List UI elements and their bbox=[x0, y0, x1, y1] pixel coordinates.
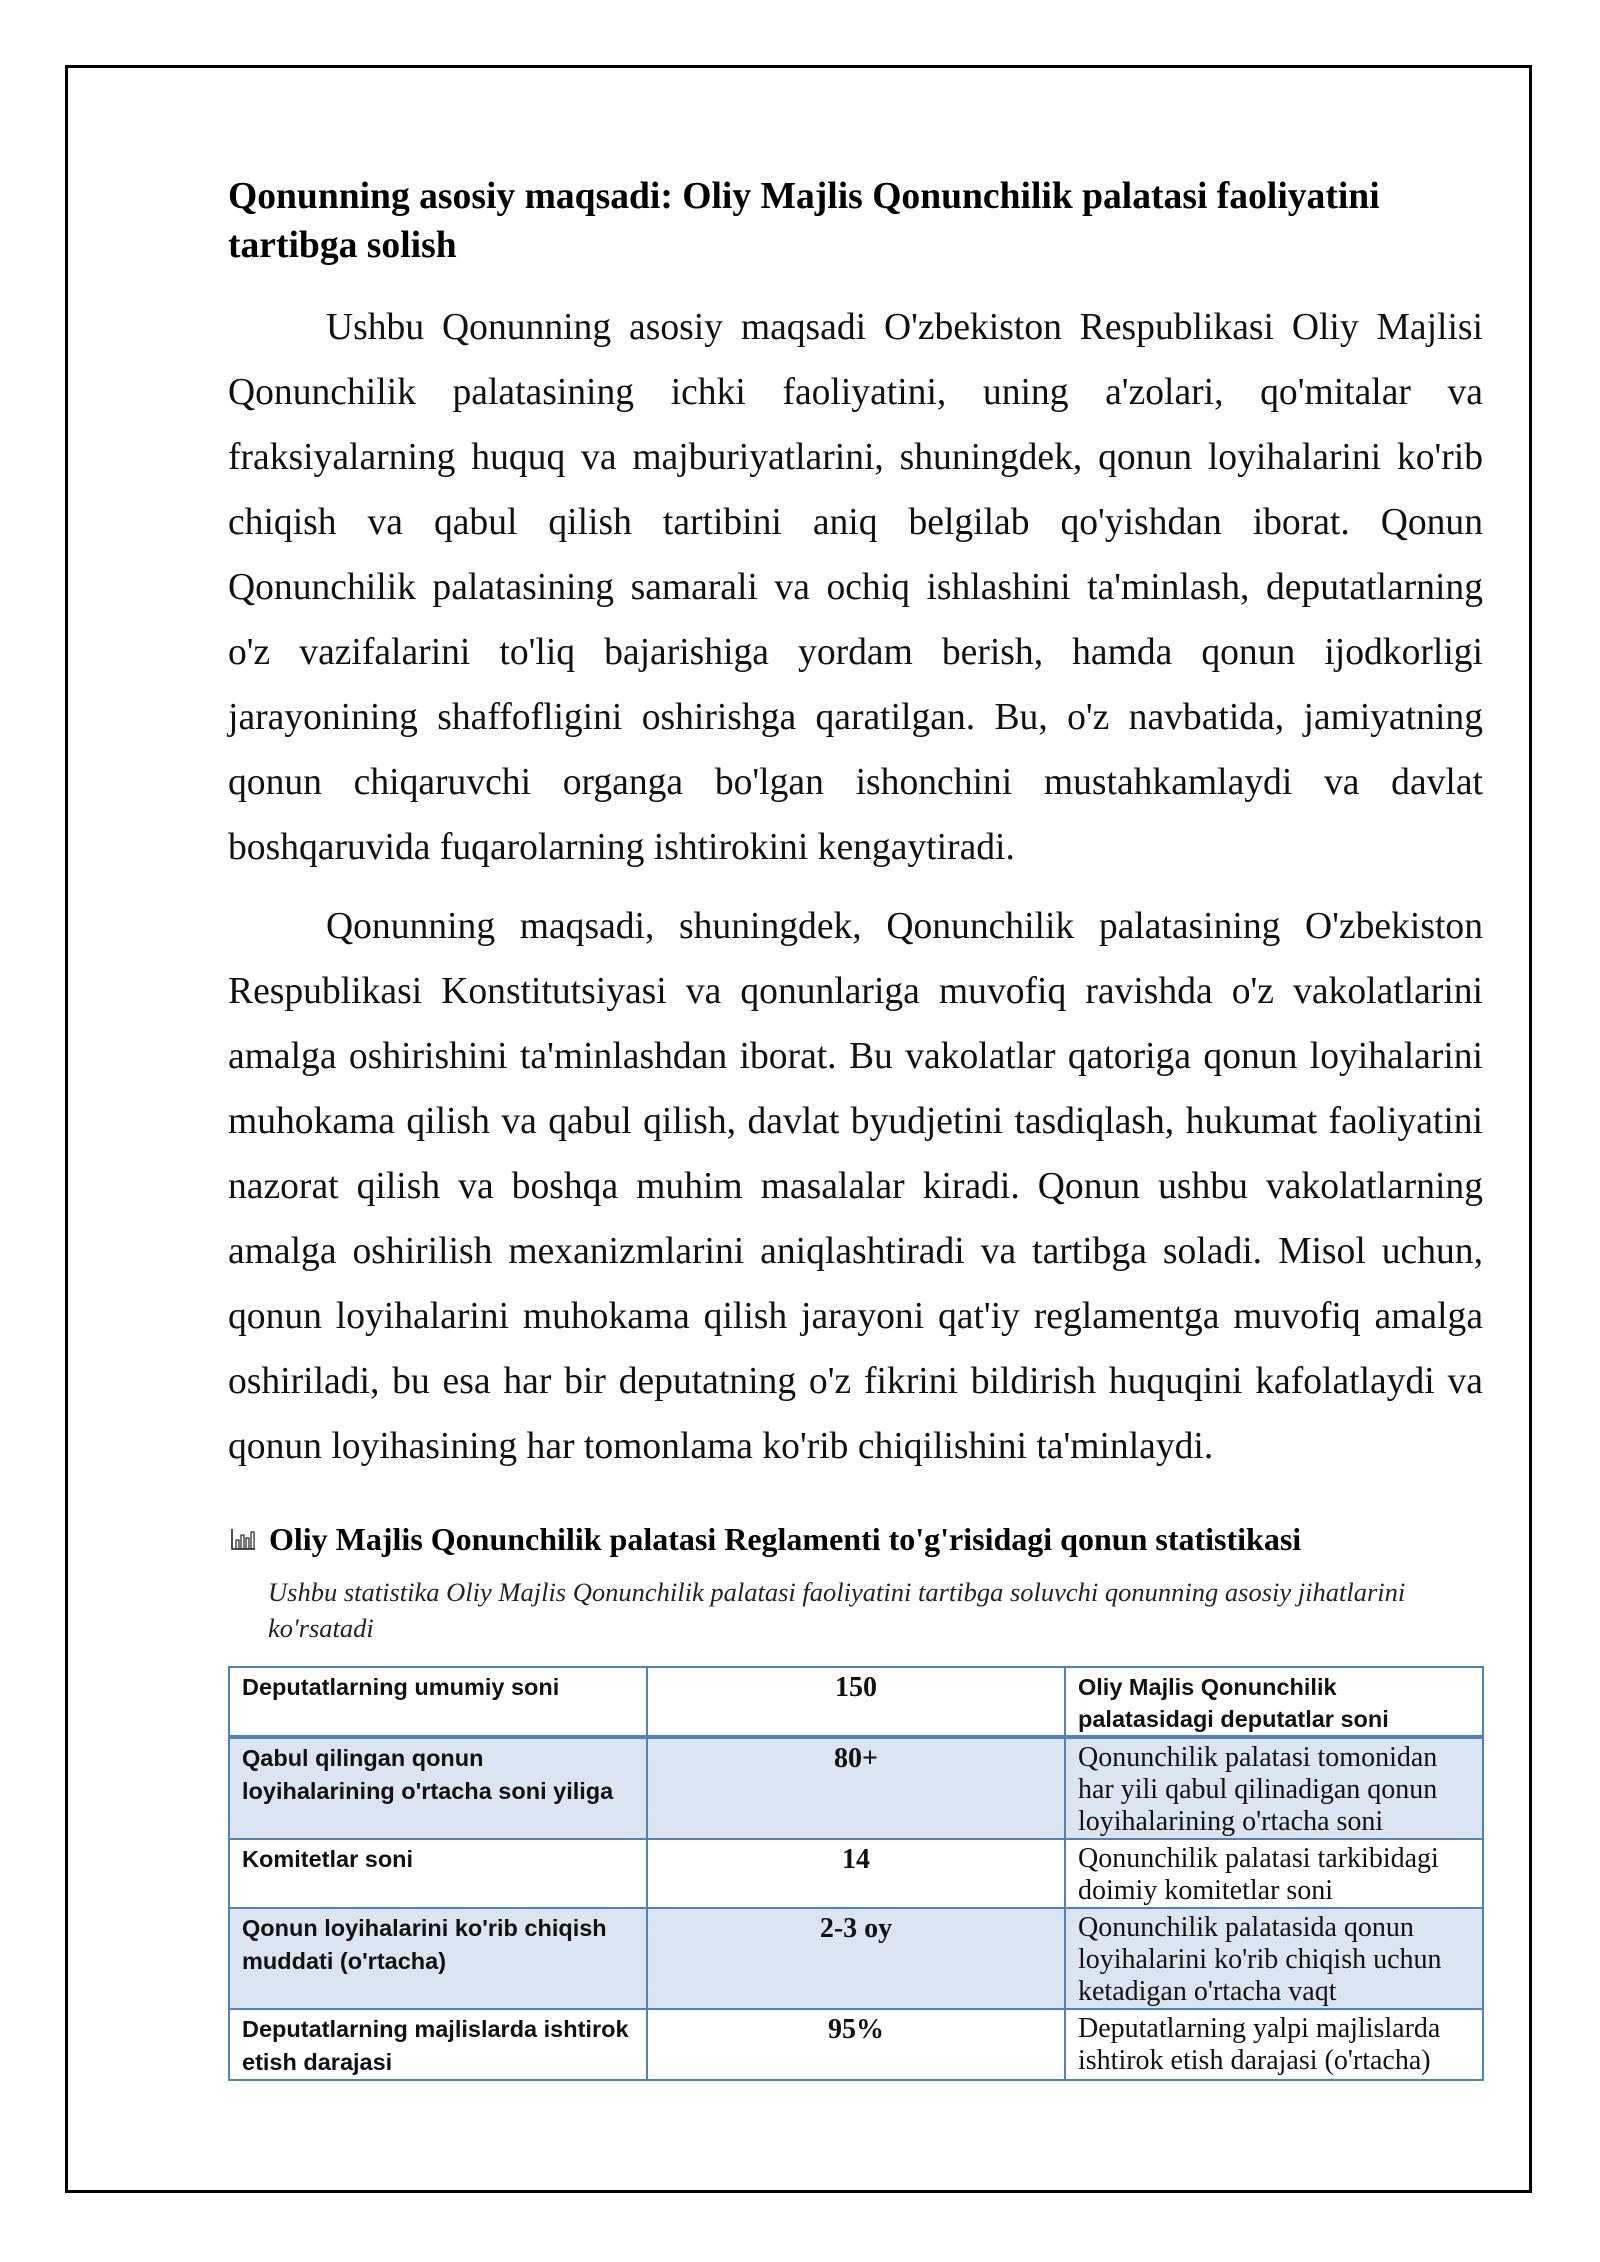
paragraph-2: Qonunning maqsadi, shuningdek, Qonunchilik palatasining O'zbekiston Respublikasi Konstitutsiyasi va qonunlariga muvofiq ravishda o'z vakolatlarini amalga oshirishini ta'minlashdan iborat. Bu vakolatlar qatoriga qonun loyihalarini muhokama qilish va qabul qilish, davlat byudjetini tasdiqlash, hukumat faoliyatini nazorat qilish va boshqa muhim masalalar kiradi. Qonun ushbu vakolatlarning amalga oshirilish mexanizmlarini aniqlashtiradi va tartibga soladi. Misol uchun, qonun loyihalarini muhokama qilish jarayoni qat'iy reglamentga muvofiq amalga oshiriladi, bu esa har bir deputatning o'z fikrini bildirish huquqini kafolatlaydi va qonun loyihasining har tomonlama ko'rib chiqilishini ta'minlaydi. bbox=[228, 906, 1483, 1467]
table-row bbox=[229, 1737, 1483, 1839]
bar-chart-icon bbox=[230, 1527, 256, 1551]
stats-subtitle: Ushbu statistika Oliy Majlis Qonunchilik palatasi faoliyatini tartibga soluvchi qonunning asosiy jihatlarini ko'rsatadi bbox=[268, 1577, 1406, 1643]
row-label: Komitetlar soni bbox=[229, 1839, 647, 1908]
row-value: 150 bbox=[647, 1667, 1065, 1737]
stats-title-row bbox=[228, 1519, 1483, 1559]
table-row bbox=[229, 1667, 1483, 1737]
row-label: Deputatlarning majlislarda ishtirok etish darajasi bbox=[229, 2009, 647, 2080]
document-content bbox=[228, 172, 1483, 2081]
row-description: Qonunchilik palatasida qonun loyihalarini ko'rib chiqish uchun ketadigan o'rtacha vaqt bbox=[1065, 1908, 1483, 2009]
row-value: 14 bbox=[647, 1839, 1065, 1908]
table-row bbox=[229, 1839, 1483, 1908]
row-value: 2-3 oy bbox=[647, 1908, 1065, 2009]
row-label: Qonun loyihalarini ko'rib chiqish muddati (o'rtacha) bbox=[229, 1908, 647, 2009]
row-value: 80+ bbox=[647, 1737, 1065, 1839]
row-description: Oliy Majlis Qonunchilik palatasidagi deputatlar soni bbox=[1065, 1667, 1483, 1737]
row-value: 95% bbox=[647, 2009, 1065, 2080]
row-description: Deputatlarning yalpi majlislarda ishtirok etish darajasi (o'rtacha) bbox=[1065, 2009, 1483, 2080]
stats-title: Oliy Majlis Qonunchilik palatasi Reglamenti to'g'risidagi qonun statistikasi bbox=[269, 1521, 1302, 1557]
paragraph-1: Ushbu Qonunning asosiy maqsadi O'zbekiston Respublikasi Oliy Majlisi Qonunchilik palatasining ichki faoliyatini, uning a'zolari, qo'mitalar va fraksiyalarning huquq va majburiyatlarini, shuningdek, qonun loyihalarini ko'rib chiqish va qabul qilish tartibini aniq belgilab qo'yishdan iborat. Qonun Qonunchilik palatasining samarali va ochiq ishlashini ta'minlash, deputatlarning o'z vazifalarini to'liq bajarishiga yordam berish, hamda qonun ijodkorligi jarayonining shaffofligini oshirishga qaratilgan. Bu, o'z navbatida, jamiyatning qonun chiqaruvchi organga bo'lgan ishonchini mustahkamlaydi va davlat boshqaruvida fuqarolarning ishtirokini kengaytiradi. bbox=[228, 307, 1483, 868]
row-description: Qonunchilik palatasi tomonidan har yili qabul qilinadigan qonun loyihalarining o'rtacha soni bbox=[1065, 1737, 1483, 1839]
row-label: Qabul qilingan qonun loyihalarining o'rtacha soni yiliga bbox=[229, 1737, 647, 1839]
section-heading: Qonunning asosiy maqsadi: Oliy Majlis Qonunchilik palatasi faoliyatini tartibga solish bbox=[228, 176, 1380, 266]
table-row bbox=[229, 2009, 1483, 2080]
table-row bbox=[229, 1908, 1483, 2009]
stats-table bbox=[228, 1666, 1484, 2081]
row-description: Qonunchilik palatasi tarkibidagi doimiy komitetlar soni bbox=[1065, 1839, 1483, 1908]
row-label: Deputatlarning umumiy soni bbox=[229, 1667, 647, 1737]
